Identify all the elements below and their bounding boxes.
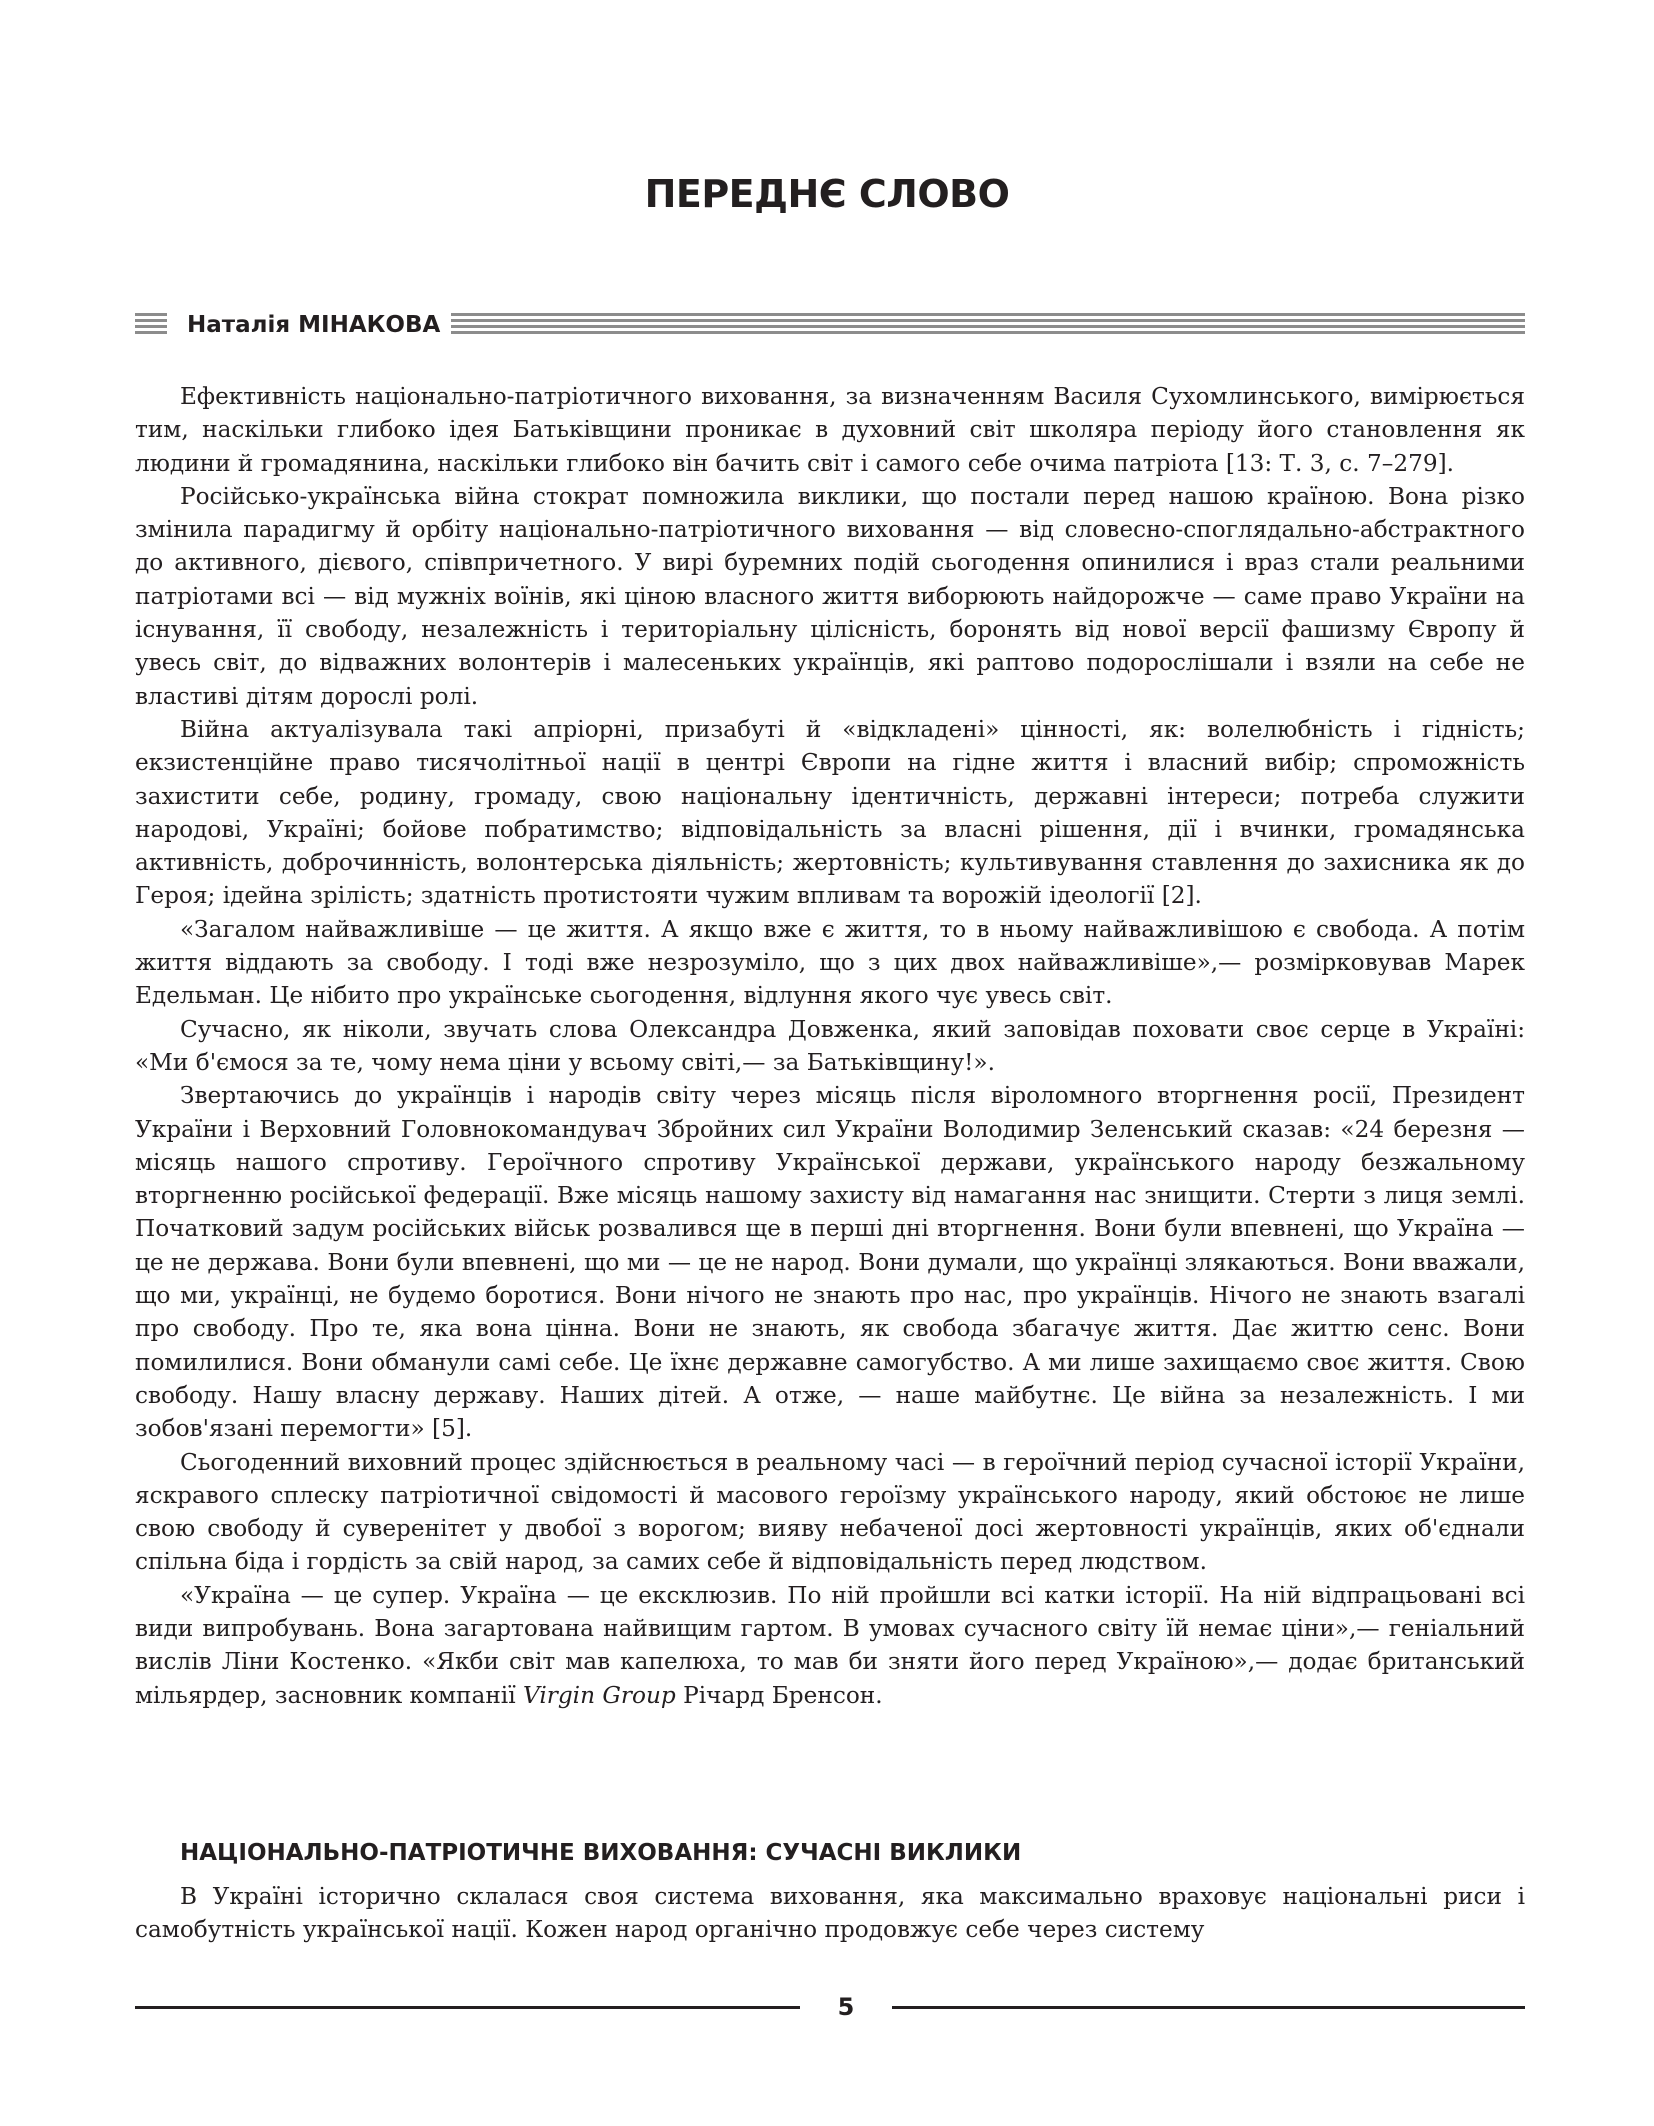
paragraph-text: Річард Бренсон. — [675, 1681, 883, 1709]
page-number: 5 — [837, 1993, 855, 2021]
paragraph: Сьогоденний виховний процес здійснюється в реальному часі — в героїчний період сучасної історії України, яскравого сплеску патріотичної свідомості й масового героїзму українського народу, який обстоює не лише свою свободу й суверенітет у двобої з ворогом; вияву небаченої досі жертовності українців, яких об'єднали спільна біда і гордість за свій народ, за самих себе й відповідальність перед людством. — [135, 1448, 1525, 1576]
company-name: Virgin Group — [522, 1681, 676, 1709]
page-title: ПЕРЕДНЄ СЛОВО — [644, 172, 1010, 216]
article-body — [135, 380, 1525, 1712]
paragraph: Російсько-українська війна стократ помножила виклики, що постали перед нашою країною. Вона різко змінила парадигму й орбіту національно-патріотичного виховання — від словесно-споглядально-абстрактного до активного, дієвого, співпричетного. У вирі буремних подій сьогодення опинилися і враз стали реальними патріотами всі — від мужніх воїнів, які ціною власного життя виборюють найдорожче — саме право України на існування, її свободу, незалежність і територіальну цілісність, боронять від нової версії фашизму Європу й увесь світ, до відважних волонтерів і малесеньких українців, які раптово подорослішали і взяли на себе не властиві дітям дорослі ролі. — [135, 482, 1525, 710]
paragraph: Ефективність національно-патріотичного виховання, за визначенням Василя Сухомлинського, вимірюється тим, наскільки глибоко ідея Батьківщини проникає в духовний світ школяра періоду його становлення як людини й громадянина, наскільки глибоко він бачить світ і самого себе очима патріота [13: Т. 3, с. 7–279]. — [135, 383, 1525, 477]
paragraph: В Україні історично склалася своя система виховання, яка максимально враховує національні риси і самобутність української нації. Кожен народ органічно продовжує себе через систему — [135, 1883, 1525, 1944]
paragraph-text: «Україна — це супер. Україна — це ексклюзив. По ній пройшли всі катки історії. На ній відпрацьовані всі види випробувань. Вона загартована найвищим гартом. В умовах сучасного світу їй немає ціни»,— геніальний вислів Ліни Костенко. «Якби світ мав капелюха, то мав би зняти його перед Україною»,— додає британський мільярдер, засновник компанії — [135, 1581, 1525, 1709]
stripes-left-decoration — [135, 313, 167, 337]
author-name: Наталія МІНАКОВА — [187, 312, 441, 338]
stripes-right-decoration — [451, 313, 1525, 337]
footer-rule-left — [135, 2006, 800, 2009]
section-body — [135, 1880, 1525, 1947]
paragraph: Сучасно, як ніколи, звучать слова Олександра Довженка, який заповідав поховати своє серце в Україні: «Ми б'ємося за те, чому нема ціни у всьому світі,— за Батьківщину!». — [135, 1015, 1525, 1076]
paragraph: Війна актуалізувала такі апріорні, призабуті й «відкладені» цінності, як: волелюбність і гідність; екзистенційне право тисячолітньої нації в центрі Європи на гідне життя і власний вибір; спроможність захистити себе, родину, громаду, свою національну ідентичність, державні інтереси; потреба служити народові, Україні; бойове побратимство; відповідальність за власні рішення, дії і вчинки, громадянська активність, доброчинність, волонтерська діяльність; жертовність; культивування ставлення до захисника як до Героя; ідейна зрілість; здатність протистояти чужим впливам та ворожій ідеології [2]. — [135, 715, 1525, 910]
author-bar — [135, 310, 1525, 340]
paragraph-last — [135, 1579, 1525, 1712]
page-footer — [135, 1990, 1525, 2026]
section-heading: НАЦІОНАЛЬНО-ПАТРІОТИЧНЕ ВИХОВАННЯ: СУЧАСНІ ВИКЛИКИ — [180, 1840, 1022, 1866]
paragraph: Звертаючись до українців і народів світу через місяць після віроломного вторгнення росії, Президент України і Верховний Головнокомандувач Збройних сил України Володимир Зеленський сказав: «24 березня — місяць нашого спротиву. Героїчного спротиву Української держави, українського народу безжальному вторгненню російської федерації. Вже місяць нашому захисту від намагання нас знищити. Стерти з лиця землі. Початковий задум російських військ розвалився ще в перші дні вторгнення. Вони були впевнені, що Україна — це не держава. Вони були впевнені, що ми — це не народ. Вони думали, що українці злякаються. Вони вважали, що ми, українці, не будемо боротися. Вони нічого не знають про нас, про українців. Нічого не знають взагалі про свободу. Про те, яка вона цінна. Вони не знають, як свобода збагачує життя. Дає життю сенс. Вони помилилися. Вони обманули самі себе. Це їхнє державне самогубство. А ми лише захищаємо своє життя. Свою свободу. Нашу власну державу. Наших дітей. А отже, — наше майбутнє. Це війна за незалежність. І ми зобов'язані перемогти» [5]. — [135, 1082, 1525, 1443]
footer-rule-right — [892, 2006, 1525, 2009]
paragraph: «Загалом найважливіше — це життя. А якщо вже є життя, то в ньому найважливішою є свобода. А потім життя віддають за свободу. І тоді вже незрозуміло, що з цих двох найважливіше»,— розмірковував Марек Едельман. Це нібито про українське сьогодення, відлуння якого чує увесь світ. — [135, 915, 1525, 1010]
